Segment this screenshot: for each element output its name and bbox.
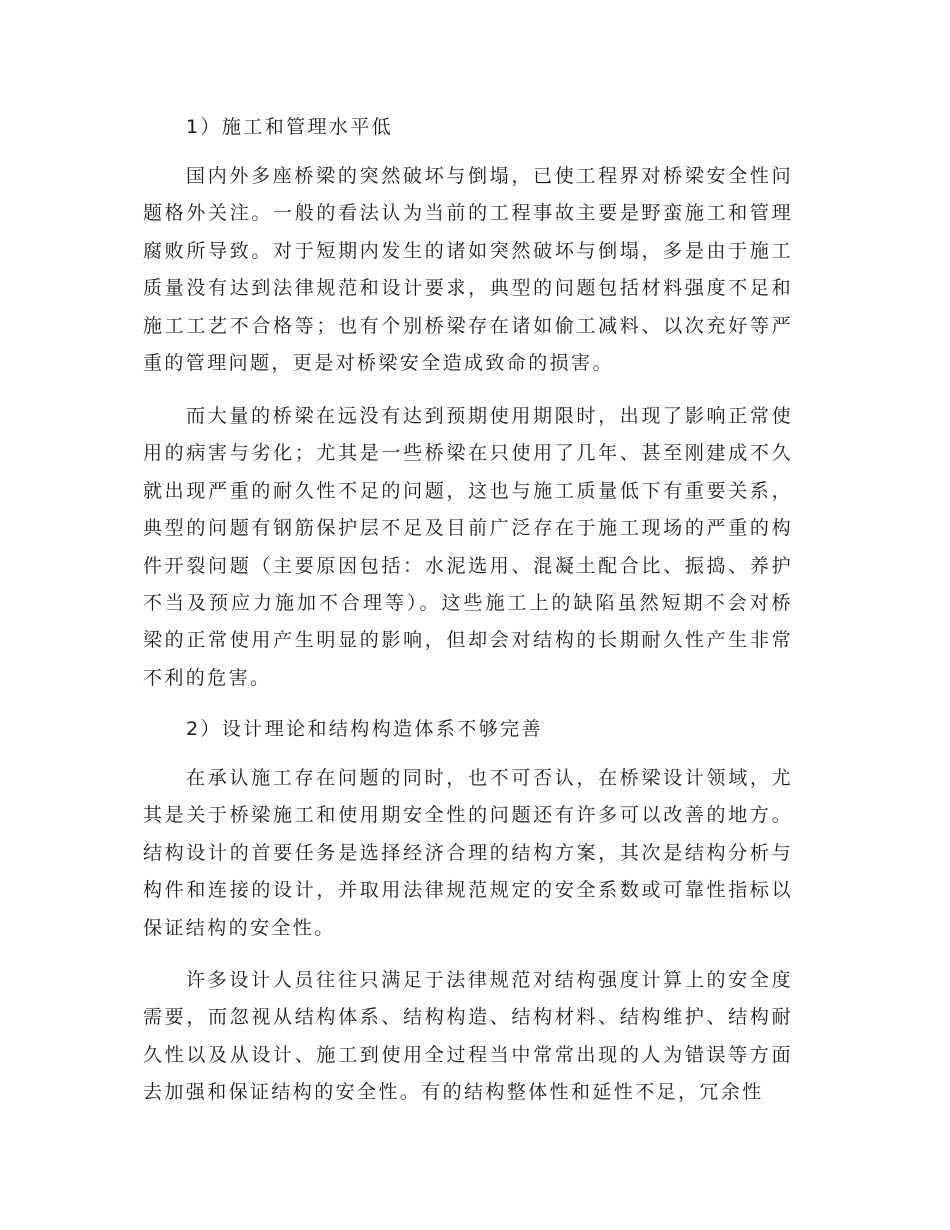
section-heading-1: 1）施工和管理水平低 — [186, 116, 394, 138]
section-heading-2: 2）设计理论和结构构造体系不够完善 — [186, 718, 543, 740]
paragraph-4: 许多设计人员往往只满足于法律规范对结构强度计算上的安全度需要，而忽视从结构体系、结构构造、结构材料、结构维护、结构耐久性以及从设计、施工到使用全过程当中常常出现的人为错误等方面去加强和保证结构的安全性。有的结构整体性和延性不足，冗余性 — [143, 969, 793, 1104]
paragraph-3: 在承认施工存在问题的同时，也不可否认，在桥梁设计领域，尤其是关于桥梁施工和使用期安全性的问题还有许多可以改善的地方。结构设计的首要任务是选择经济合理的结构方案，其次是结构分析与构件和连接的设计，并取用法律规范规定的安全系数或可靠性指标以保证结构的安全性。 — [143, 767, 793, 939]
paragraph-1: 国内外多座桥梁的突然破坏与倒塌，已使工程界对桥梁安全性问题格外关注。一般的看法认为当前的工程事故主要是野蛮施工和管理腐败所导致。对于短期内发生的诸如突然破坏与倒塌，多是由于施工质量没有达到法律规范和设计要求，典型的问题包括材料强度不足和施工工艺不合格等；也有个别桥梁存在诸如偷工减料、以次充好等严重的管理问题，更是对桥梁安全造成致命的损害。 — [143, 165, 793, 375]
paragraph-2: 而大量的桥梁在远没有达到预期使用期限时，出现了影响正常使用的病害与劣化；尤其是一些桥梁在只使用了几年、甚至刚建成不久就出现严重的耐久性不足的问题，这也与施工质量低下有重要关系，典型的问题有钢筋保护层不足及目前广泛存在于施工现场的严重的构件开裂问题（主要原因包括：水泥选用、混凝土配合比、振捣、养护不当及预应力施加不合理等）。这些施工上的缺陷虽然短期不会对桥梁的正常使用产生明显的影响，但却会对结构的长期耐久性产生非常不利的危害。 — [143, 405, 793, 689]
